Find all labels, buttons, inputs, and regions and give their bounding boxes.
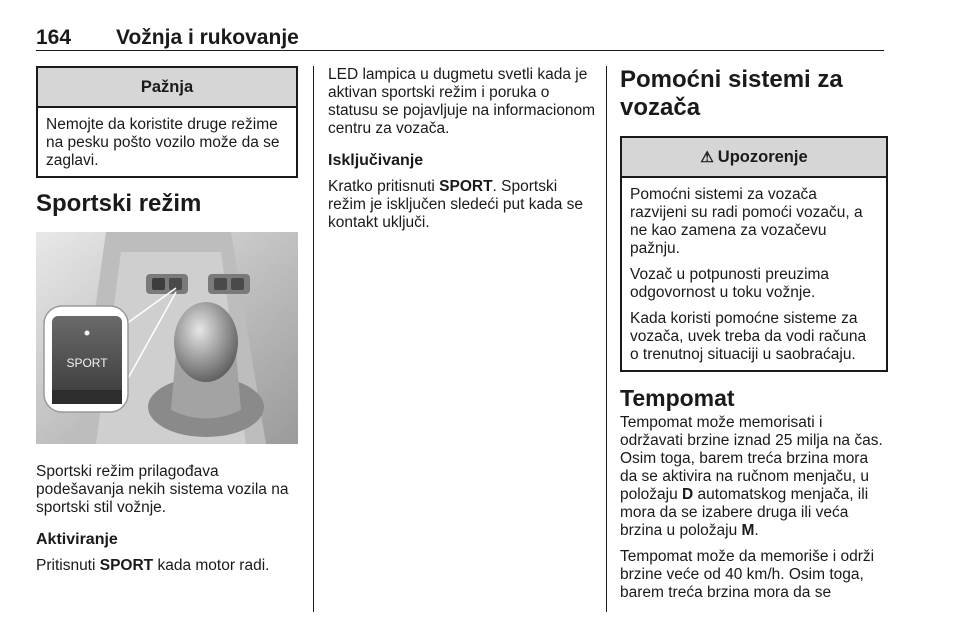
cruise-paragraph-2: Tempomat može da memoriše i održi brzine veće od 40 km/h. Osim toga, barem treća brzina mora da se [620, 548, 875, 601]
column-divider-1 [313, 66, 314, 612]
gear-m: M [741, 522, 755, 539]
caution-text: Nemojte da koristite druge režime na pesku pošto vozilo može da se zaglavi. [46, 116, 280, 169]
page-number: 164 [36, 26, 72, 49]
column-3 [620, 66, 888, 610]
caution-box [36, 66, 298, 178]
activation-instructions: Pritisnuti SPORT kada motor radi. [36, 557, 270, 574]
warning-box [620, 136, 888, 372]
warning-triangle-icon: ⚠ [700, 149, 714, 166]
gear-d: D [682, 486, 694, 503]
deactivation-instructions: Kratko pritisnuti SPORT. Sportski režim je isključen sledeći put kada se kontakt uključi. [328, 178, 584, 231]
mini-sport-button [152, 278, 165, 290]
sport-button-photo [36, 232, 298, 444]
led-description: LED lampica u dugmetu svetli kada je aktivan sportski režim i poruka o statusu se pojavljuje na informacionom centru za vozača. [328, 66, 596, 137]
sport-mode-description: Sportski režim prilagođava podešavanja nekih sistema vozila na sportski stil vožnje. [36, 463, 289, 516]
section-title-sport-mode: Sportski režim [36, 190, 202, 217]
sport-key: SPORT [439, 178, 493, 195]
section-title-cruise-control: Tempomat [620, 385, 735, 411]
section-title-driver-assistance: Pomoćni sistemi za vozača [620, 66, 843, 121]
sport-key: SPORT [99, 557, 154, 574]
caution-title: Pažnja [38, 68, 296, 108]
sport-button-label: SPORT [66, 356, 108, 370]
header-rule [36, 50, 884, 51]
gear-knob [174, 302, 238, 382]
warning-title: Upozorenje [717, 147, 808, 166]
warning-paragraph: Pomoćni sistemi za vozača razvijeni su radi pomoći vozaču, a ne kao zamena za vozačevu pažnju. [630, 186, 863, 257]
warning-paragraph: Vozač u potpunosti preuzima odgovornost u toku vožnje. [630, 266, 830, 301]
cruise-paragraph-1: Tempomat može memorisati i održavati brzine iznad 25 milja na čas. Osim toga, barem treća brzina mora da se aktivira na ručnom menjaču, u položaju D automatskog menjača, ili mora da se izabere druga ili veća brzina u položaju M. [620, 414, 883, 539]
heading-activation: Aktiviranje [36, 531, 118, 548]
chapter-title: Vožnja i rukovanje [116, 26, 299, 49]
heading-deactivation: Isključivanje [328, 152, 424, 169]
page-header [36, 14, 884, 49]
warning-paragraph: Kada koristi pomoćne sisteme za vozača, uvek treba da vodi računa o trenutnoj situaciji u saobraćaju. [630, 310, 867, 363]
column-divider-2 [606, 66, 607, 612]
column-1 [36, 66, 298, 583]
column-2 [328, 66, 596, 240]
